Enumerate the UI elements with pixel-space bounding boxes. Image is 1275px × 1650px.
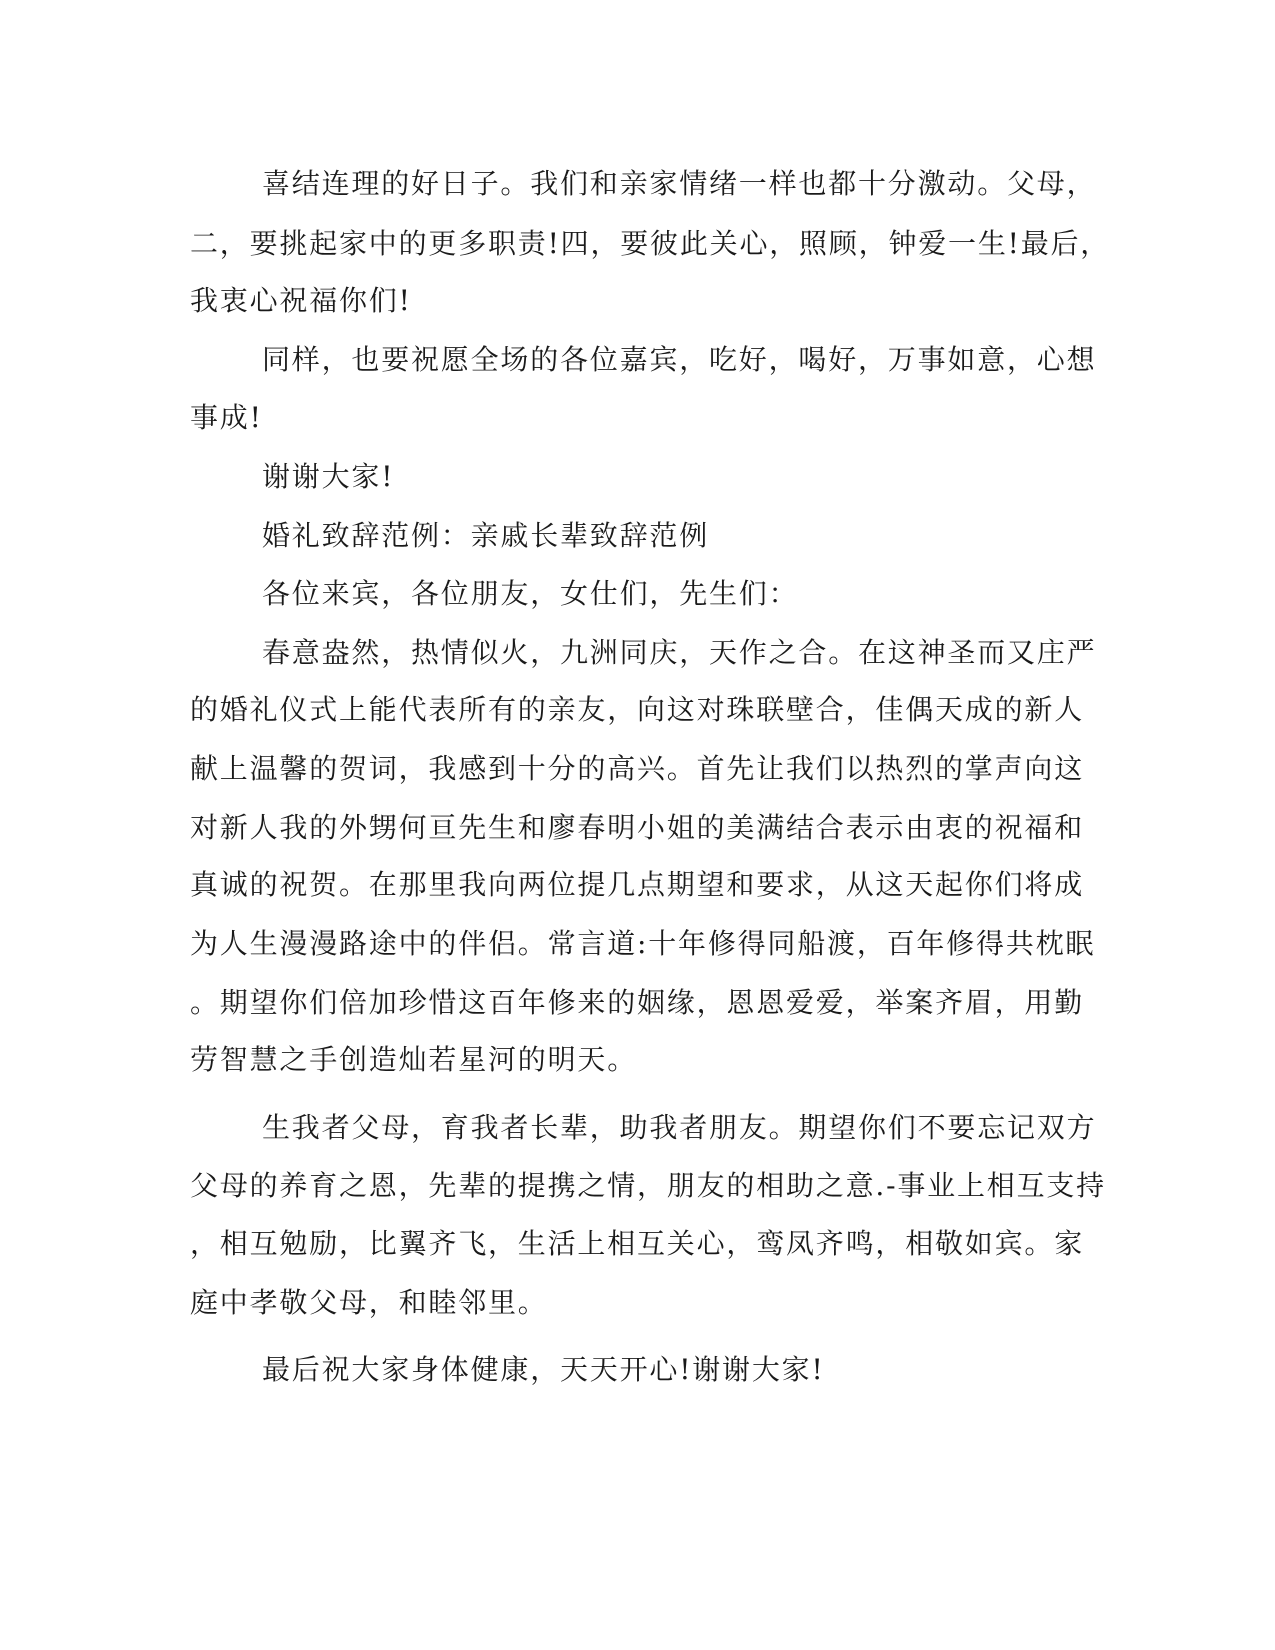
text-line: 各位来宾，各位朋友，女仕们，先生们：	[262, 577, 799, 610]
section-heading: 婚礼致辞范例：亲戚长辈致辞范例	[262, 519, 710, 552]
text-line: 对新人我的外甥何亘先生和廖春明小姐的美满结合表示由衷的祝福和	[190, 811, 1085, 844]
text-line: 为人生漫漫路途中的伴侣。常言道:十年修得同船渡，百年修得共枕眠	[190, 927, 1096, 960]
text-line: 的婚礼仪式上能代表所有的亲友，向这对珠联壁合，佳偶天成的新人	[190, 693, 1085, 726]
text-line: 劳智慧之手创造灿若星河的明天。	[190, 1043, 638, 1076]
text-line: 父母的养育之恩，先辈的提携之情，朋友的相助之意.-事业上相互支持	[190, 1169, 1106, 1202]
text-line: 事成!	[190, 401, 263, 434]
text-line: ，相互勉励，比翼齐飞，生活上相互关心，鸾凤齐鸣，相敬如宾。家	[190, 1227, 1085, 1260]
text-line: 献上温馨的贺词，我感到十分的高兴。首先让我们以热烈的掌声向这	[190, 752, 1085, 785]
text-line: 谢谢大家!	[262, 460, 395, 493]
text-line: 同样，也要祝愿全场的各位嘉宾，吃好，喝好，万事如意，心想	[262, 343, 1097, 376]
text-line: 我衷心祝福你们!	[190, 284, 412, 317]
text-line: 真诚的祝贺。在那里我向两位提几点期望和要求，从这天起你们将成	[190, 868, 1085, 901]
text-line: 春意盎然，热情似火，九洲同庆，天作之合。在这神圣而又庄严	[262, 636, 1097, 669]
text-line: 庭中孝敬父母，和睦邻里。	[190, 1286, 548, 1319]
text-line: 。期望你们倍加珍惜这百年修来的姻缘，恩恩爱爱，举案齐眉，用勤	[190, 986, 1085, 1019]
text-line: 生我者父母，育我者长辈，助我者朋友。期望你们不要忘记双方	[262, 1111, 1097, 1144]
text-line: 喜结连理的好日子。我们和亲家情绪一样也都十分激动。父母，	[262, 167, 1097, 200]
text-line: 二，要挑起家中的更多职责!四，要彼此关心，照顾，钟爱一生!最后，	[190, 227, 1111, 260]
text-line: 最后祝大家身体健康，天天开心!谢谢大家!	[262, 1353, 825, 1386]
